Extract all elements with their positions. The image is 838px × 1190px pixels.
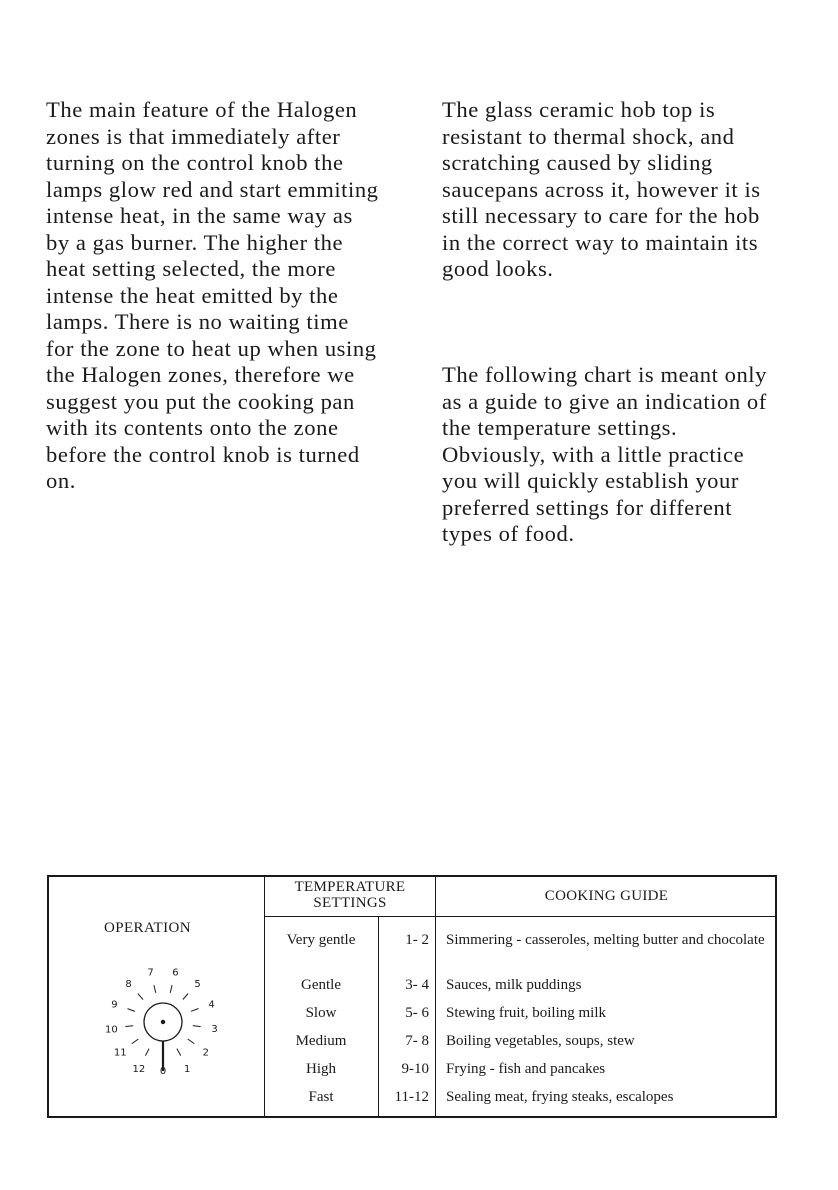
dial-number: 11 <box>113 1047 127 1059</box>
dial-tick <box>177 1049 181 1056</box>
dial-number: 4 <box>208 999 215 1011</box>
cooking-guide-text: Simmering - casseroles, melting butter and chocolate <box>446 932 765 948</box>
paragraph: The main feature of the Halogen zones is that immediately after turning on the control knob the lamps glow red and start emmiting intense heat, in the same way as by a gas burner. The higher the heat setting selected, the more intense the heat emitted by the lamps. There is no waiting time for the zone to heat up when using the Halogen zones, therefore we suggest you put the cooking pan with its contents onto the zone before the control knob is turned on. <box>46 97 379 493</box>
dial-tick <box>183 994 188 1000</box>
dial-number: 3 <box>211 1024 218 1036</box>
setting-range: 7- 8 <box>405 1033 429 1049</box>
left-text-column <box>46 44 379 521</box>
dial-number: 1 <box>184 1064 191 1075</box>
dial-number: 2 <box>202 1047 209 1059</box>
dial-number: 5 <box>194 979 201 991</box>
setting-name: Fast <box>308 1089 334 1105</box>
dial-tick <box>128 1009 135 1012</box>
dial-tick <box>138 994 143 1000</box>
cooking-guide-text: Sauces, milk puddings <box>446 977 582 993</box>
operation-label: OPERATION <box>104 920 191 936</box>
setting-range: 3- 4 <box>405 977 429 993</box>
paragraph: The glass ceramic hob top is resistant to thermal shock, and scratching caused by sliding saucepans across it, however it is still necessary to care for the hob in the correct way to maintain its good looks. <box>442 97 761 281</box>
dial-number: 6 <box>172 967 179 979</box>
control-knob-dial-diagram <box>81 949 251 1089</box>
cooking-guide-header: COOKING GUIDE <box>544 888 669 904</box>
dial-tick <box>154 985 156 993</box>
setting-name: Medium <box>295 1033 347 1049</box>
paragraph: The following chart is meant only as a guide to give an indication of the temperature settings. Obviously, with a little practice you will quickly establish your preferred settings for different types of food. <box>442 362 767 546</box>
setting-range: 5- 6 <box>405 1005 429 1021</box>
setting-name: Gentle <box>301 977 341 993</box>
dial-number: 10 <box>105 1024 118 1036</box>
setting-range: 11-12 <box>394 1089 429 1105</box>
right-text-column <box>442 44 767 574</box>
temperature-settings-chart <box>47 875 777 1118</box>
column-divider <box>264 877 265 1116</box>
setting-name: High <box>306 1061 336 1077</box>
dial-tick <box>170 985 172 993</box>
knob-center-dot <box>161 1020 165 1024</box>
dial-number: 9 <box>111 999 118 1011</box>
cooking-guide-text: Stewing fruit, boiling milk <box>446 1005 606 1021</box>
dial-tick <box>191 1009 199 1012</box>
header-divider <box>264 916 775 917</box>
cooking-guide-text: Frying - fish and pancakes <box>446 1061 606 1077</box>
setting-range: 1- 2 <box>405 932 429 948</box>
temperature-settings-header <box>265 879 435 911</box>
column-divider <box>435 877 436 1116</box>
dial-tick <box>132 1039 139 1044</box>
setting-name: Very gentle <box>286 932 356 948</box>
cooking-guide-text: Boiling vegetables, soups, stew <box>446 1033 635 1049</box>
dial-tick <box>125 1026 133 1027</box>
cooking-guide-text: Sealing meat, frying steaks, escalopes <box>446 1089 674 1105</box>
dial-tick <box>188 1039 195 1044</box>
setting-name: Slow <box>305 1005 337 1021</box>
dial-number: 0 <box>159 1066 167 1077</box>
dial-tick <box>193 1026 201 1027</box>
dial-number: 7 <box>147 967 154 979</box>
dial-number: 12 <box>132 1064 146 1076</box>
dial-tick <box>145 1049 149 1056</box>
dial-number: 8 <box>125 979 132 991</box>
setting-range: 9-10 <box>401 1061 429 1077</box>
temperature-settings-header-text: TEMPERATURE SETTINGS <box>294 879 406 911</box>
